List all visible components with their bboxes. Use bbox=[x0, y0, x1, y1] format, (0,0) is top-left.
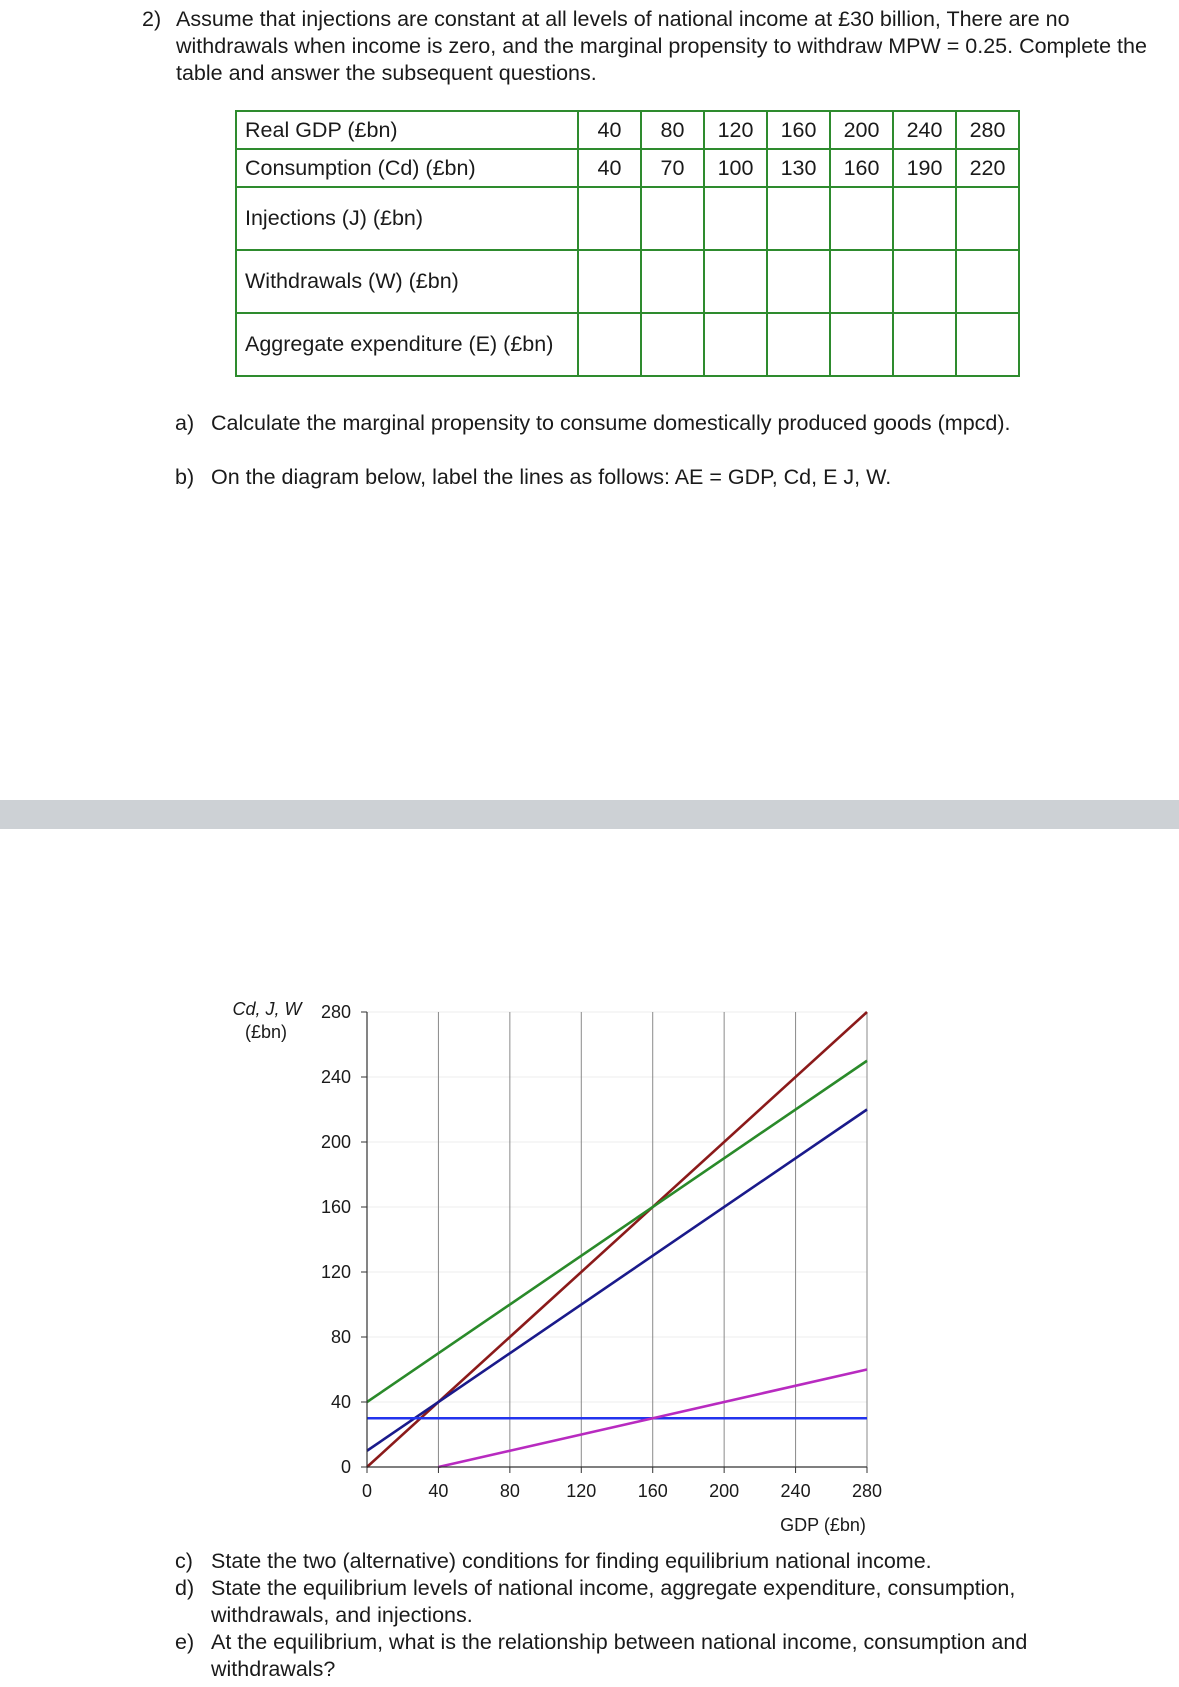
table-cell[interactable] bbox=[956, 313, 1019, 376]
table-cell: 100 bbox=[704, 149, 767, 187]
table-cell[interactable] bbox=[578, 187, 641, 250]
y-tick-label: 0 bbox=[340, 1457, 351, 1477]
subquestion-letter: c) bbox=[175, 1549, 193, 1573]
table-cell[interactable] bbox=[767, 250, 830, 313]
table-cell[interactable] bbox=[641, 313, 704, 376]
table-cell: 40 bbox=[578, 149, 641, 187]
x-tick-label: 240 bbox=[780, 1481, 811, 1501]
row-label: Consumption (Cd) (£bn) bbox=[236, 149, 578, 187]
table-cell[interactable] bbox=[704, 250, 767, 313]
y-tick-label: 40 bbox=[330, 1392, 351, 1412]
subquestion-text: At the equilibrium, what is the relationship between national income, consumption and withdrawals? bbox=[211, 1630, 1028, 1681]
table-cell: 160 bbox=[830, 149, 893, 187]
table-cell: 130 bbox=[767, 149, 830, 187]
row-label: Injections (J) (£bn) bbox=[236, 187, 578, 250]
subquestion-text: State the two (alternative) conditions for finding equilibrium national income. bbox=[211, 1549, 932, 1573]
y-tick-label: 160 bbox=[320, 1197, 351, 1217]
table-cell[interactable] bbox=[956, 250, 1019, 313]
x-axis-label: GDP (£bn) bbox=[780, 1515, 866, 1535]
table-cell[interactable] bbox=[893, 187, 956, 250]
subquestion-d bbox=[175, 1575, 1125, 1629]
subquestion-text: State the equilibrium levels of national income, aggregate expenditure, consumption, withdrawals, and injections. bbox=[211, 1576, 1016, 1627]
row-label: Aggregate expenditure (E) (£bn) bbox=[236, 313, 578, 376]
table-cell[interactable] bbox=[641, 250, 704, 313]
table-cell[interactable] bbox=[830, 187, 893, 250]
table-cell[interactable] bbox=[641, 187, 704, 250]
table-cell: 80 bbox=[641, 111, 704, 149]
expenditure-chart bbox=[0, 980, 1179, 1540]
table-cell[interactable] bbox=[578, 313, 641, 376]
x-tick-label: 0 bbox=[361, 1481, 373, 1501]
y-tick-label: 280 bbox=[320, 1002, 351, 1022]
table-row bbox=[236, 187, 1019, 250]
table-cell: 220 bbox=[956, 149, 1019, 187]
table-cell: 70 bbox=[641, 149, 704, 187]
x-tick-label: 120 bbox=[566, 1481, 597, 1501]
x-tick-label: 280 bbox=[851, 1481, 883, 1501]
table-cell: 40 bbox=[578, 111, 641, 149]
x-tick-label: 200 bbox=[709, 1481, 740, 1501]
table-cell[interactable] bbox=[830, 250, 893, 313]
data-table bbox=[235, 110, 1020, 377]
question-number: 2) bbox=[142, 7, 162, 31]
subquestion-letter: b) bbox=[175, 465, 195, 489]
table-cell: 160 bbox=[767, 111, 830, 149]
series-line-e bbox=[367, 1061, 867, 1402]
y-tick-label: 120 bbox=[320, 1262, 351, 1282]
question-text: Assume that injections are constant at all levels of national income at £30 billion, There are no withdrawals when income is zero, and the marginal propensity to withdraw MPW = 0.25. Complete the table and answer the subsequent questions. bbox=[176, 7, 1147, 85]
y-tick-label: 240 bbox=[320, 1067, 351, 1087]
x-tick-label: 80 bbox=[499, 1481, 520, 1501]
table-cell: 280 bbox=[956, 111, 1019, 149]
table-cell: 200 bbox=[830, 111, 893, 149]
question-2 bbox=[142, 6, 1162, 87]
table-cell: 120 bbox=[704, 111, 767, 149]
subquestion-e bbox=[175, 1629, 1125, 1683]
subquestion-letter: d) bbox=[175, 1576, 195, 1600]
row-label: Withdrawals (W) (£bn) bbox=[236, 250, 578, 313]
table-row bbox=[236, 149, 1019, 187]
subquestion-text: On the diagram below, label the lines as follows: AE = GDP, Cd, E J, W. bbox=[211, 465, 892, 489]
table-row bbox=[236, 313, 1019, 376]
x-tick-label: 160 bbox=[637, 1481, 668, 1501]
x-tick-label: 40 bbox=[428, 1481, 449, 1501]
y-tick-label: 200 bbox=[320, 1132, 351, 1152]
table-cell[interactable] bbox=[767, 313, 830, 376]
subquestion-text: Calculate the marginal propensity to consume domestically produced goods (mpcd). bbox=[211, 411, 1011, 435]
table-cell[interactable] bbox=[578, 250, 641, 313]
table-cell: 240 bbox=[893, 111, 956, 149]
y-tick-label: 80 bbox=[330, 1327, 351, 1347]
series-line-cd bbox=[367, 1110, 867, 1451]
subquestion-c bbox=[175, 1548, 1125, 1575]
table-cell[interactable] bbox=[830, 313, 893, 376]
subquestion-letter: a) bbox=[175, 411, 195, 435]
table-cell[interactable] bbox=[704, 187, 767, 250]
table-cell[interactable] bbox=[767, 187, 830, 250]
table-cell[interactable] bbox=[893, 250, 956, 313]
table-cell[interactable] bbox=[893, 313, 956, 376]
subquestion-letter: e) bbox=[175, 1630, 195, 1654]
y-axis-unit: (£bn) bbox=[244, 1022, 288, 1042]
row-label: Real GDP (£bn) bbox=[236, 111, 578, 149]
table-row bbox=[236, 250, 1019, 313]
table-row bbox=[236, 111, 1019, 149]
table-cell: 190 bbox=[893, 149, 956, 187]
table-cell[interactable] bbox=[956, 187, 1019, 250]
page-divider bbox=[0, 800, 1179, 829]
y-axis-label: Cd, J, W bbox=[232, 999, 302, 1019]
table-cell[interactable] bbox=[704, 313, 767, 376]
subquestion-a bbox=[175, 410, 1125, 437]
subquestion-b bbox=[175, 464, 1125, 491]
